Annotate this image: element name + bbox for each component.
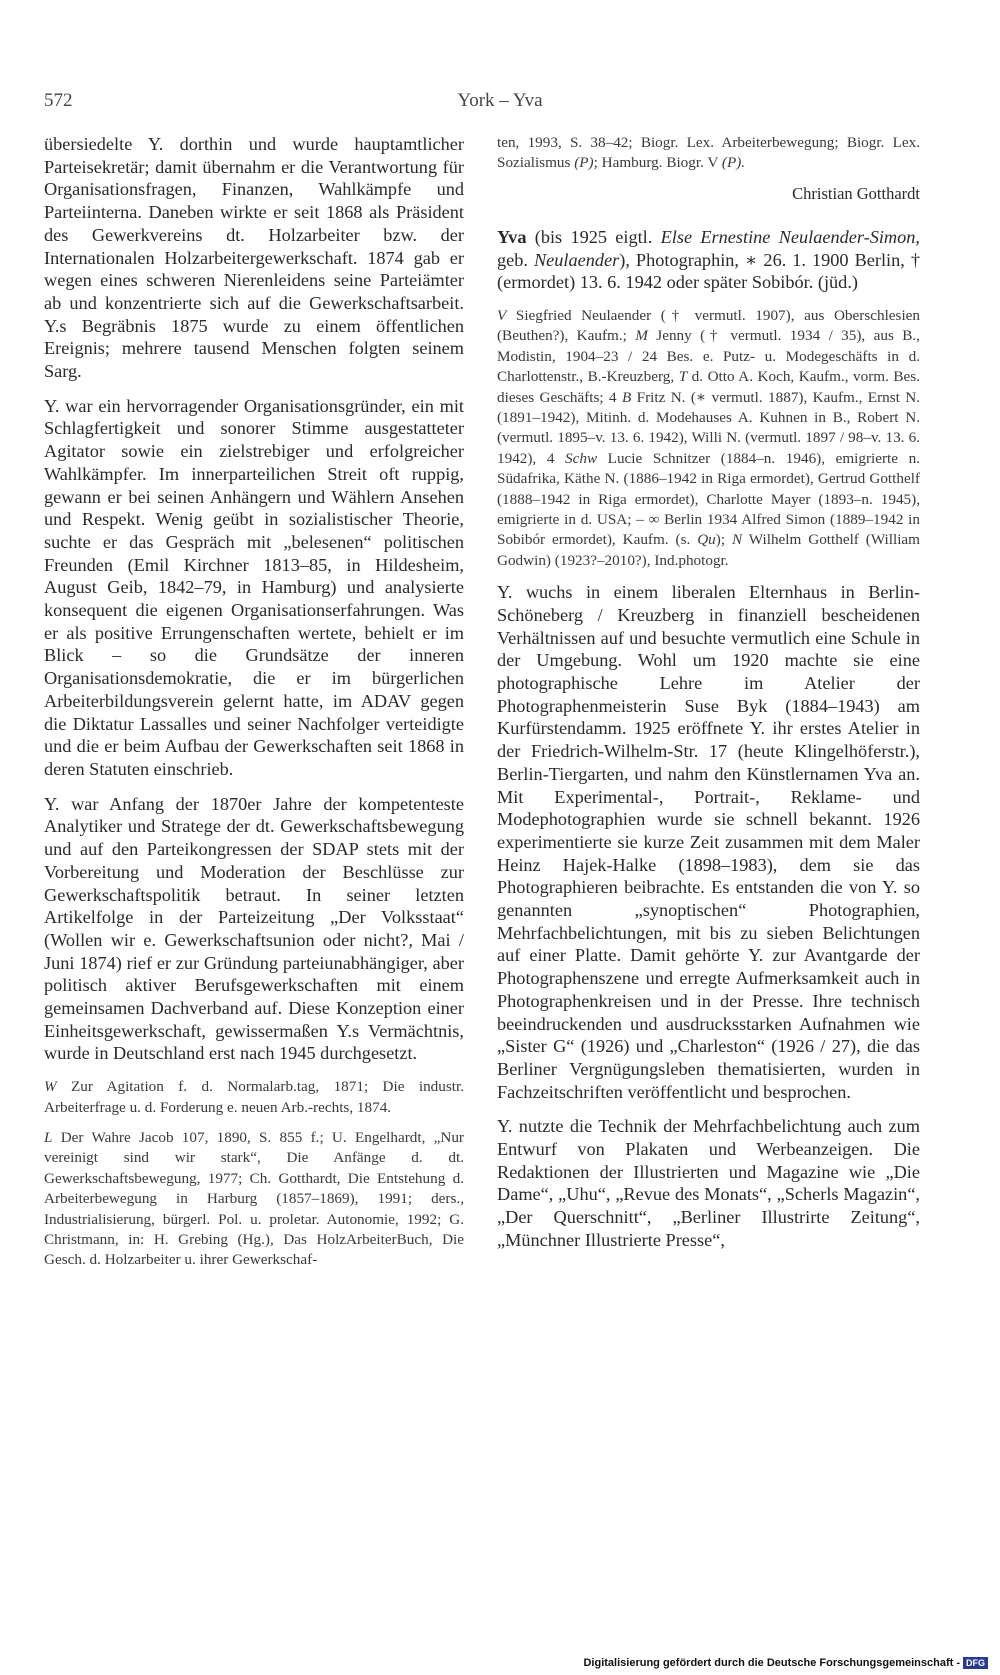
genealogy-section (497, 306, 920, 571)
entry-headword: Yva (497, 226, 527, 247)
gen-sisters: Lucie Schnitzer (1884–n. 1946), emigrierte n. Südafrika, Käthe N. (1886–1942 in Riga ermordet), Gertrud Gotthelf (1888–1942 in Riga ermordet), Charlotte Mayer (1893–n. 1945), emigrierte in d. USA; – ∞ Berlin 1934 Alfred Simon (1889–1942 in Sobibór ermordet), Kaufm. (s. (497, 449, 920, 549)
entry-birth-name: Else Ernestine Neulaender-Simon (660, 226, 916, 247)
right-column (497, 133, 920, 1264)
works-label: W (44, 1078, 57, 1096)
entry-head-b: , geb. (497, 226, 920, 270)
gen-after-sources: ); (715, 531, 732, 549)
yva-paragraph-1: Y. wuchs in einem liberalen Elternhaus in Berlin-Schöneberg / Kreuzberg in finanziell bescheidenen Verhältnissen auf und besuchte vermutlich eine Schule in der Umgebung. Wohl um 1920 machte sie eine photographische Lehre im Atelier der Photographenmeisterin Suse Byk (1884–1943) am Kurfürstendamm. 1925 eröffnete Y. ihr erstes Atelier in der Friedrich-Wilhelm-Str. 17 (heute Klingelhöferstr.), Berlin-Tiergarten, und nahm den Künstlernamen Yva an. Mit Experimental-, Portrait-, Reklame- und Modephotographien wurde sie schnell bekannt. 1926 experimentierte sie kurze Zeit zusammen mit dem Maler Heinz Hajek-Halke (1898–1983), dem sie das Photographieren beibrachte. Es entstanden die von Y. so genannten „synoptischen“ Photographien, Mehrfachbelichtungen, mit bis zu sieben Belichtungen auf einer Platte. Damit gehörte Y. zur Avantgarde der Photographenszene und erregte Aufmerksamkeit auch in Photographenkreisen und in der Presse. Ihre technisch beeindruckenden und ausdrucksstarken Aufnahmen wie „Sister G“ (1926) und „Charleston“ (1926 / 27), die das Berliner Vergnügungsleben thematisierten, wurden in Fachzeitschriften veröffentlicht und besprochen. (497, 582, 920, 1102)
entry-maiden-name: Neulaender (533, 249, 620, 270)
gen-sources-label: Qu (697, 531, 716, 549)
footer-text: Digitalisierung gefördert durch die Deutsche Forschungsgemeinschaft - (583, 1656, 960, 1669)
literature-continued (497, 133, 920, 174)
digitization-footer (583, 1657, 988, 1669)
york-paragraph-1: übersiedelte Y. dorthin und wurde hauptamtlicher Parteisekretär; damit übernahm er die Verantwortung für Organisationsfragen, Finanzen, Wahlkämpfe und Parteiinterna. Daneben wirkte er seit 1868 als Präsident des Gewerkvereins dt. Holzarbeiter bzw. der Internationalen Holzarbeitergewerkschaft. 1874 gab er wegen eines schweren Nierenleidens seine Parteiämter ab und konzentrierte sich auf die Gewerkschaftsarbeit. Y.s Begräbnis 1875 wurde zu einem öffentlichen Ereignis; mehrere tausend Menschen folgten seinem Sarg. (44, 134, 464, 382)
literature-text: Der Wahre Jacob 107, 1890, S. 855 f.; U. Engelhardt, „Nur vereinigt sind wir stark“, Die Anfänge d. dt. Gewerkschaftsbewegung, 1977; Ch. Gotthardt, Die Entstehung d. Arbeiterbewegung in Harburg (1857–1869), 1991; ders., Industrialisierung, bürgerl. Pol. u. proletar. Autonomie, 1992; G. Christmann, in: H. Grebing (Hg.), Das HolzArbeiterBuch, Die Gesch. d. Holzarbeiter u. ihrer Gewerkschaf- (44, 1128, 464, 1269)
gen-father-label: V (497, 306, 507, 324)
running-head: York – Yva (457, 90, 543, 111)
gen-sisters-label: Schw (565, 449, 598, 467)
literature-cont-a: ten, 1993, S. 38–42; Biogr. Lex. Arbeiterbewegung; Biogr. Lex. Sozialismus (497, 134, 920, 172)
gen-father: Siegfried Neulaender († vermutl. 1907), aus Oberschlesien (Beuthen?), Kaufm.; (497, 306, 920, 345)
gen-nephew: Wilhelm Gotthelf (William Godwin) (1923?–2010?), Ind.photogr. (497, 531, 920, 569)
literature-portrait-ref-1: (P) (574, 154, 594, 172)
gen-brothers: Fritz N. (∗ vermutl. 1887), Kaufm., Ernst N. (1891–1942), Mitinh. d. Modehauses A. Kuhnen in B., Robert N. (vermutl. 1895–v. 13. 6. 1942), Willi N. (vermutl. 1897 / 98–v. 13. 6. 1942), 4 (497, 388, 921, 467)
article-author: Christian Gotthardt (792, 183, 920, 203)
literature-portrait-ref-2: (P). (721, 154, 746, 172)
works-section (44, 1077, 464, 1118)
gen-daughter: d. Otto A. Koch, Kaufm., vorm. Bes. dieses Geschäfts; 4 (497, 368, 920, 406)
gen-mother-label: M (635, 327, 648, 345)
page-number: 572 (44, 90, 73, 111)
entry-head-a: (bis 1925 eigtl. (526, 226, 661, 247)
works-text: Zur Agitation f. d. Normalarb.tag, 1871; Die industr. Arbeiterfrage u. d. Forderung e. neuen Arb.-rechts, 1874. (44, 1078, 464, 1116)
gen-nephew-label: N (731, 531, 743, 549)
literature-label: L (44, 1128, 53, 1146)
entry-heading (497, 226, 920, 294)
gen-brothers-label: B (621, 388, 632, 406)
literature-section (44, 1128, 464, 1271)
left-column (44, 133, 464, 1281)
york-paragraph-2: Y. war ein hervorragender Organisationsgründer, ein mit Schlagfertigkeit und sonorer Stimme ausgestatteter Agitator sowie ein zielstrebiger und erfolgreicher Wahlkämpfer. Im innerparteilichen Streit oft ruppig, gewann er bei seinen Anhängern und Wählern Ansehen und Respekt. Wenig geübt in sozialistischer Theorie, suchte er das Gespräch mit „belesenen“ politischen Freunden (Emil Kirchner 1813–85, in Hildesheim, August Geib, 1842–79, in Hamburg) und analysierte konsequent die eigenen Organisationserfahrungen. Was er als positive Errungenschaften wertete, behielt er im Blick – so die Grundsätze der inneren Organisationsdemokratie, die er im bürgerlichen Arbeiterbildungsverein gelernt hatte, im ADAV gegen die Diktatur Lassalles und seiner Nachfolger verteidigte und die er beim Aufbau der Gewerkschaften seit 1868 in deren Statuten einschrieb. (44, 395, 464, 779)
dfg-logo: DFG (963, 1657, 988, 1669)
literature-cont-b: ; Hamburg. Biogr. V (593, 154, 722, 172)
york-paragraph-3: Y. war Anfang der 1870er Jahre der kompetenteste Analytiker und Stratege der dt. Gewerkschaftsbewegung und auf den Parteikongressen der SDAP stets mit der Vorbereitung und Moderation der Beschlüsse zur Gewerkschaftspolitik betraut. In seiner letzten Artikelfolge in der Parteizeitung „Der Volksstaat“ (Wollen wir e. Gewerkschaftsunion oder nicht?, Mai / Juni 1874) rief er zur Gründung parteiunabhängiger, aber politisch aktiver Berufsgewerkschaften mit einem gemeinsamen Dachverband auf. Diese Konzeption einer Einheitsgewerkschaft, gewissermaßen Y.s Vermächtnis, wurde in Deutschland erst nach 1945 durchgesetzt. (44, 793, 464, 1064)
gen-mother: Jenny († vermutl. 1934 / 35), aus B., Modistin, 1904–23 / 24 Bes. e. Putz- u. Modegeschäfts in d. Charlottenstr., B.-Kreuzberg, (497, 327, 920, 386)
yva-paragraph-2: Y. nutzte die Technik der Mehrfachbelichtung auch zum Entwurf von Plakaten und Werbeanzeigen. Die Redaktionen der Illustrierten und Magazine wie „Die Dame“, „Uhu“, „Revue des Monats“, „Scherls Magazin“, „Der Querschnitt“, „Berliner Illustrirte Zeitung“, „Münchner Illustrierte Presse“, (497, 1116, 920, 1250)
gen-daughter-label: T (678, 368, 688, 386)
entry-head-c: ), Photographin, ∗ 26. 1. 1900 Berlin, † (ermordet) 13. 6. 1942 oder später Sobibór. (jüd.) (497, 249, 920, 293)
